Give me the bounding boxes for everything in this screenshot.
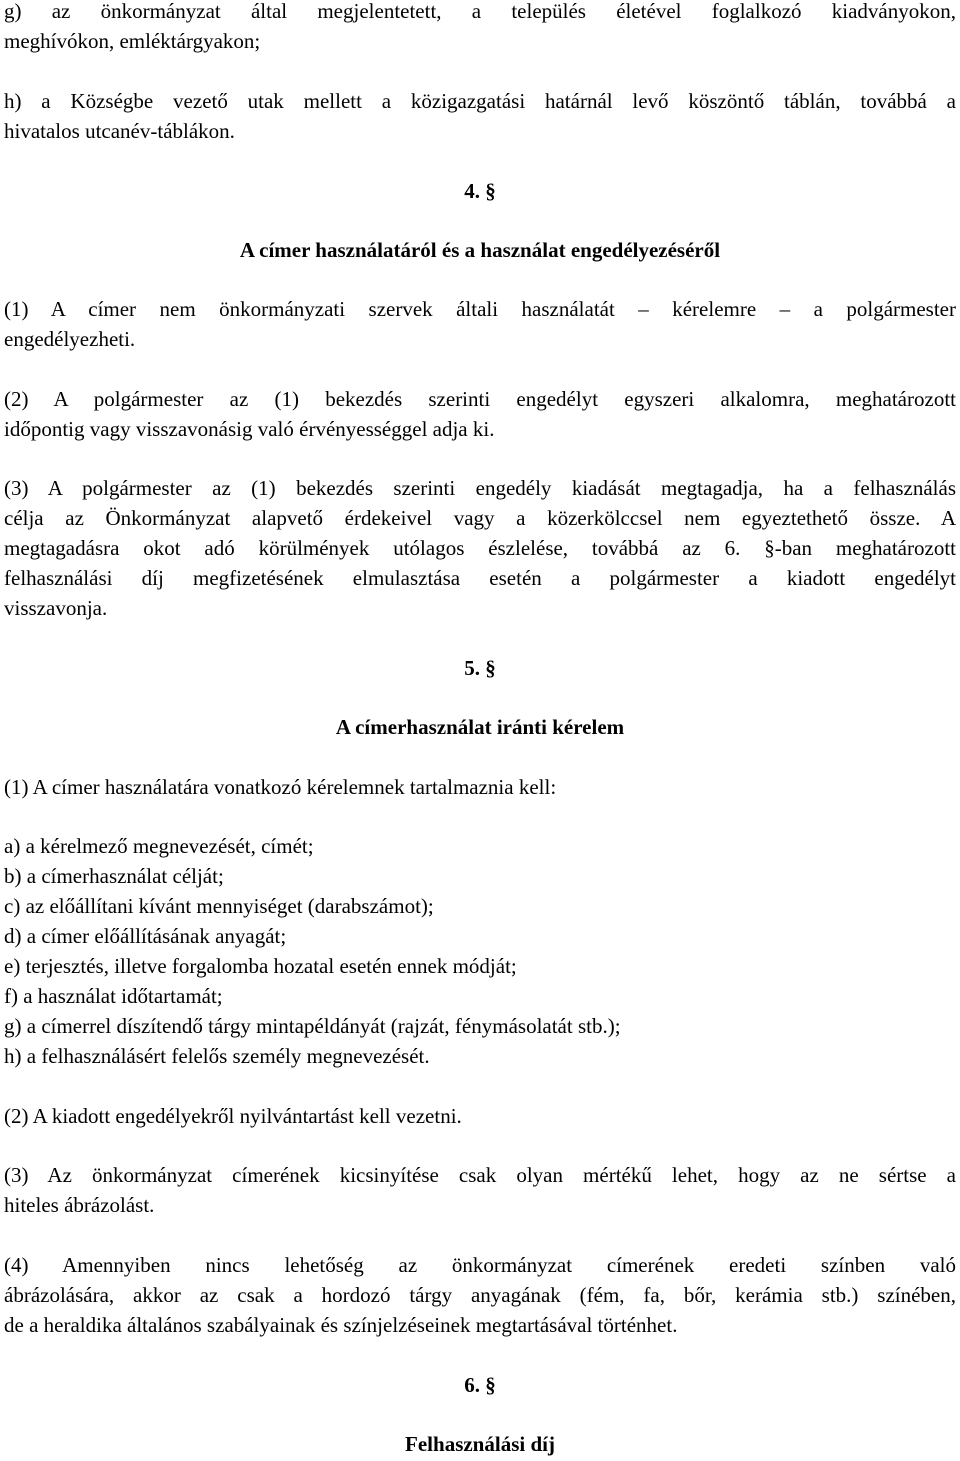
- section-title-5: A címerhasználat iránti kérelem: [335, 715, 625, 739]
- list-item: g) a címerrel díszítendő tárgy mintapéldányát (rajzát, fénymásolatát stb.);: [4, 1014, 621, 1038]
- list-item: a) a kérelmező megnevezését, címét;: [4, 834, 314, 858]
- list-item: h) a felhasználásért felelős személy megnevezését.: [4, 1044, 430, 1068]
- paragraph-line: (1) A címer használatára vonatkozó kérelemnek tartalmaznia kell:: [4, 775, 557, 799]
- paragraph-line: hiteles ábrázolást.: [4, 1193, 155, 1217]
- paragraph-line: h) a Községbe vezető utak mellett a közigazgatási határnál levő köszöntő táblán, továbbá a: [4, 89, 956, 113]
- paragraph-line: időpontig vagy visszavonásig való érvényességgel adja ki.: [4, 417, 495, 441]
- paragraph-line: felhasználási díj megfizetésének elmulasztása esetén a polgármester a kiadott engedélyt: [4, 566, 956, 590]
- paragraph-line: célja az Önkormányzat alapvető érdekeivel vagy a közerkölccsel nem egyeztethető össze. A: [4, 506, 956, 530]
- list-item: f) a használat időtartamát;: [4, 984, 223, 1008]
- list-item: b) a címerhasználat célját;: [4, 864, 224, 888]
- paragraph-line: (1) A címer nem önkormányzati szervek általi használatát – kérelemre – a polgármester: [4, 297, 956, 321]
- list-item: d) a címer előállításának anyagát;: [4, 924, 287, 948]
- section-number-4: 4. §: [464, 179, 496, 203]
- paragraph-line: engedélyezheti.: [4, 327, 136, 351]
- paragraph-line: (4) Amennyiben nincs lehetőség az önkormányzat címerének eredeti színben való: [4, 1253, 956, 1277]
- paragraph-line: ábrázolására, akkor az csak a hordozó tárgy anyagának (fém, fa, bőr, kerámia stb.) színében,: [4, 1283, 956, 1307]
- section-title-6: Felhasználási díj: [405, 1432, 555, 1456]
- paragraph-line: (3) A polgármester az (1) bekezdés szerinti engedély kiadását megtagadja, ha a felhasználás: [4, 476, 956, 500]
- section-title-4: A címer használatáról és a használat engedélyezéséről: [239, 238, 721, 262]
- section-number-5: 5. §: [464, 656, 496, 680]
- paragraph-line: (2) A polgármester az (1) bekezdés szerinti engedélyt egyszeri alkalomra, meghatározott: [4, 387, 956, 411]
- paragraph-line: hivatalos utcanév-táblákon.: [4, 119, 235, 143]
- paragraph-line: visszavonja.: [4, 596, 108, 620]
- paragraph-line: megtagadásra okot adó körülmények utólagos észlelése, továbbá az 6. §-ban meghatározott: [4, 536, 956, 560]
- list-item: e) terjesztés, illetve forgalomba hozatal esetén ennek módját;: [4, 954, 517, 978]
- paragraph-line: meghívókon, emléktárgyakon;: [4, 29, 261, 53]
- paragraph-line: g) az önkormányzat által megjelentetett, a település életével foglalkozó kiadványokon,: [4, 0, 956, 23]
- list-item: c) az előállítani kívánt mennyiséget (darabszámot);: [4, 894, 434, 918]
- section-number-6: 6. §: [464, 1373, 496, 1397]
- paragraph-line: (3) Az önkormányzat címerének kicsinyítése csak olyan mértékű lehet, hogy az ne sértse a: [4, 1163, 956, 1187]
- paragraph-line: (2) A kiadott engedélyekről nyilvántartást kell vezetni.: [4, 1104, 462, 1128]
- paragraph-line: de a heraldika általános szabályainak és színjelzéseinek megtartásával történhet.: [4, 1313, 678, 1337]
